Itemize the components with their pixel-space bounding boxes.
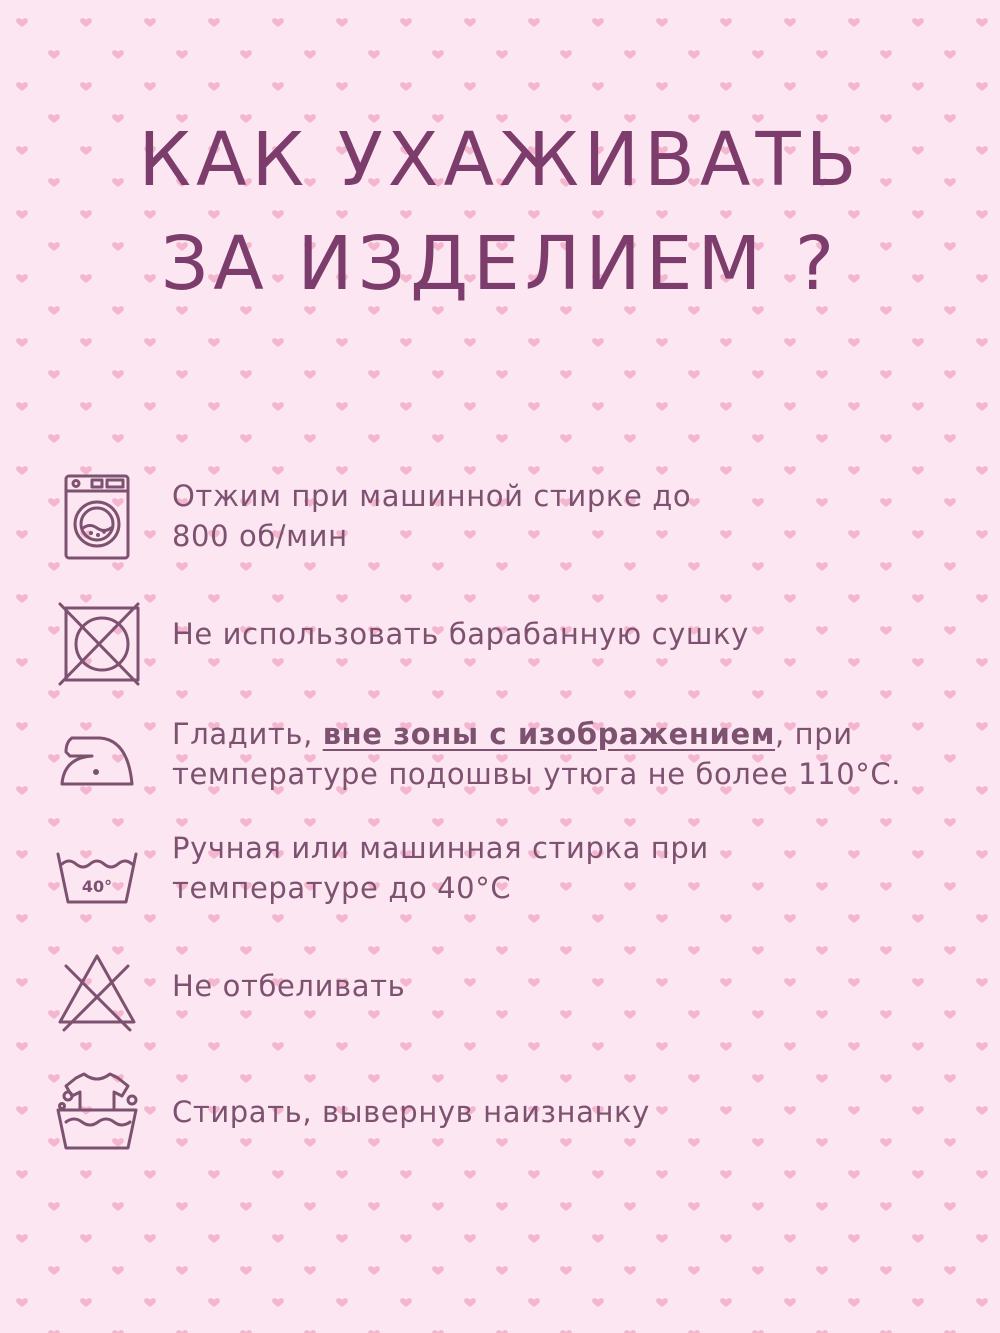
no-bleach-icon xyxy=(52,946,142,1036)
wash-temperature-label: 40° xyxy=(81,877,113,896)
care-item-iron-prefix: Гладить, xyxy=(172,717,323,751)
care-item-iron-emphasis: вне зоны с изображением xyxy=(322,717,776,751)
washing-machine-icon xyxy=(52,472,142,562)
iron-icon xyxy=(52,712,142,802)
page-title-line-2: ЗА ИЗДЕЛИЕМ ? xyxy=(160,221,840,307)
care-item-wash-40-line-1: Ручная или машинная стирка при xyxy=(172,831,709,865)
care-item-spin-line-1: Отжим при машинной стирке до xyxy=(172,479,692,513)
care-item-inside-out-text: Стирать, вывернув наизнанку xyxy=(172,1095,650,1129)
care-item-iron-suffix: , при xyxy=(775,717,853,751)
wash-inside-out-icon xyxy=(52,1066,142,1156)
page-title-line-1: КАК УХАЖИВАТЬ xyxy=(138,117,862,203)
care-item-iron-line-1 xyxy=(172,714,972,754)
care-item-no-tumble-dry-text: Не использовать барабанную сушку xyxy=(172,617,749,651)
care-item-iron-line-2: температуре подошвы утюга не более 110°С. xyxy=(172,757,902,791)
care-item-iron-text xyxy=(172,714,972,794)
no-tumble-dry-icon xyxy=(52,600,142,690)
care-item-no-bleach-text: Не отбеливать xyxy=(172,969,406,1003)
care-item-wash-40-line-2: температуре до 40°С xyxy=(172,871,512,905)
wash-40-icon xyxy=(52,832,142,922)
page-title xyxy=(0,108,1000,316)
care-item-spin-text xyxy=(172,476,972,556)
care-item-spin-line-2: 800 об/мин xyxy=(172,519,348,553)
care-item-wash-40-text xyxy=(172,828,972,908)
